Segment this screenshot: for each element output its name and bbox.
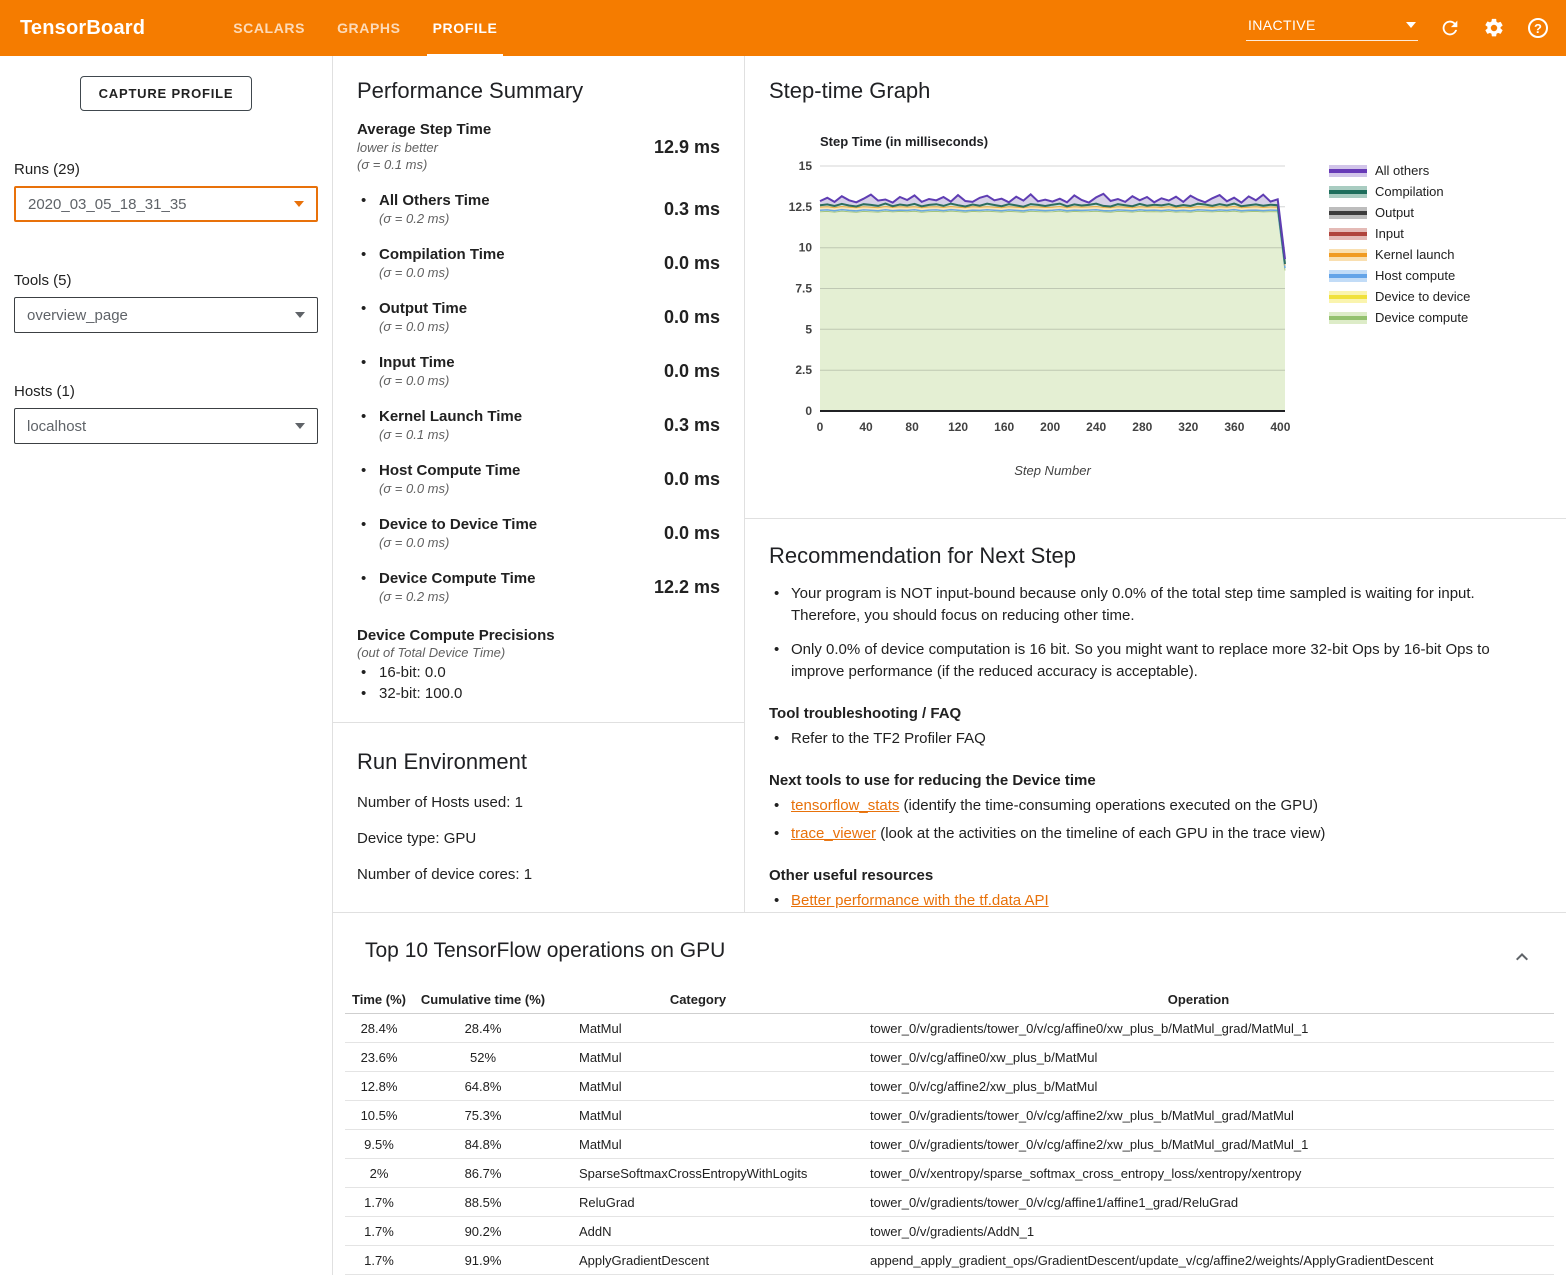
table-header-row [345,985,1554,1014]
legend-swatch [1329,312,1367,324]
table-row [345,1130,1554,1159]
metric-sigma: (σ = 0.0 ms) [379,481,450,496]
legend-swatch [1329,270,1367,282]
table-row [345,1246,1554,1275]
metric-sigma: (σ = 0.0 ms) [379,373,450,388]
metric-label: • Compilation Time [379,246,505,263]
svg-text:40: 40 [859,420,873,434]
svg-text:240: 240 [1086,420,1107,434]
legend-label: Compilation [1375,184,1444,199]
recommendation-card [745,519,1566,912]
table-cell: tower_0/v/cg/affine0/xw_plus_b/MatMul [870,1050,1098,1065]
legend-label: All others [1375,163,1430,178]
top-ops-title: Top 10 TensorFlow operations on GPU [365,939,726,962]
table-cell: 1.7% [364,1224,394,1239]
tool-link[interactable]: tensorflow_stats [791,797,900,814]
table-cell: MatMul [579,1021,622,1036]
svg-text:160: 160 [994,420,1015,434]
metric-sigma: (σ = 0.0 ms) [379,319,450,334]
legend-swatch [1329,291,1367,303]
help-glyph: ? [1528,18,1548,38]
metric-average-step-time [357,121,720,173]
table-cell: append_apply_gradient_ops/GradientDescent/update_v/cg/affine2/weights/ApplyGradientDescent [870,1253,1434,1268]
table-cell: 64.8% [464,1079,502,1094]
gear-icon[interactable] [1482,16,1506,40]
table-cell: 75.3% [464,1108,502,1123]
precisions-note: (out of Total Device Time) [357,645,506,660]
table-cell: 23.6% [360,1050,398,1065]
svg-text:0: 0 [805,404,812,418]
step-time-graph-title: Step-time Graph [769,78,931,103]
chart-title: Step Time (in milliseconds) [820,134,989,149]
chart-plot-area [769,161,1309,451]
collapse-chevron-up-icon[interactable] [1510,945,1534,969]
sidebar [0,56,333,1275]
status-dropdown[interactable] [1246,15,1418,41]
legend-label: Device compute [1375,310,1469,325]
metric-sigma: (σ = 0.0 ms) [379,535,450,550]
precision-item: • 32-bit: 100.0 [357,685,720,702]
next-tool-item [769,795,1539,817]
header-controls [1246,0,1566,56]
metric-sigma: (σ = 0.1 ms) [379,427,450,442]
svg-text:360: 360 [1224,420,1245,434]
faq-item: • Refer to the TF2 Profiler FAQ [769,728,1539,750]
table-cell: tower_0/v/gradients/tower_0/v/cg/affine1/affine1_grad/ReluGrad [870,1195,1239,1210]
precision-item: • 16-bit: 0.0 [357,664,720,681]
table-row [345,1159,1554,1188]
step-time-graph-card [745,56,1566,519]
chevron-down-icon [295,312,305,318]
table-cell: 12.8% [360,1079,398,1094]
legend-label: Input [1375,226,1404,241]
legend-label: Host compute [1375,268,1456,283]
hosts-label: Hosts (1) [14,383,75,400]
legend-swatch [1329,165,1367,177]
table-cell: tower_0/v/gradients/tower_0/v/cg/affine2/xw_plus_b/MatMul_grad/MatMul [870,1108,1294,1123]
tab-profile[interactable]: PROFILE [417,0,514,56]
runs-select-value: 2020_03_05_18_31_35 [28,195,187,213]
x-axis-title: Step Number [1014,463,1091,478]
legend-swatch [1329,207,1367,219]
metric-sigma: (σ = 0.2 ms) [379,211,450,226]
table-cell: ReluGrad [579,1195,635,1210]
legend-swatch [1329,228,1367,240]
app-header [0,0,1566,56]
table-cell: 91.9% [464,1253,502,1268]
table-cell: tower_0/v/xentropy/sparse_softmax_cross_entropy_loss/xentropy/xentropy [870,1166,1302,1181]
metric-value: 0.0 ms [663,469,720,489]
table-row [345,1101,1554,1130]
svg-text:280: 280 [1132,420,1153,434]
metric-value: 12.9 ms [653,136,720,157]
tab-scalars[interactable]: SCALARS [233,20,306,36]
chevron-down-icon [1406,22,1416,28]
faq-title: Tool troubleshooting / FAQ [769,705,962,722]
svg-text:10: 10 [798,240,812,255]
column-header: Category [669,992,727,1007]
metric-value: 0.0 ms [663,307,720,327]
capture-profile-button[interactable]: CAPTURE PROFILE [80,76,253,111]
svg-text:5: 5 [805,322,812,337]
table-cell: tower_0/v/gradients/tower_0/v/cg/affine0/xw_plus_b/MatMul_grad/MatMul_1 [870,1021,1309,1036]
table-row [345,1188,1554,1217]
tools-select[interactable] [14,297,318,333]
table-cell: 28.4% [360,1021,398,1036]
table-row [345,1217,1554,1246]
table-cell: MatMul [579,1108,622,1123]
run-environment-card [333,723,744,883]
tools-label: Tools (5) [14,272,72,289]
metric-label: • Output Time [379,300,468,317]
svg-text:400: 400 [1270,420,1291,434]
table-cell: 2% [369,1166,389,1181]
chevron-down-icon [294,201,304,207]
table-cell: tower_0/v/gradients/tower_0/v/cg/affine2/xw_plus_b/MatMul_grad/MatMul_1 [870,1137,1309,1152]
device-compute-precisions [357,627,720,702]
metric-device-to-device-time [357,516,720,551]
legend-item-input [1329,223,1470,244]
svg-text:12.5: 12.5 [788,199,812,214]
metric-compilation-time [357,246,720,281]
metric-input-time [357,354,720,389]
legend-label: Kernel launch [1375,247,1455,262]
table-cell: MatMul [579,1079,622,1094]
svg-text:80: 80 [905,420,919,434]
metric-all-others-time [357,192,720,227]
metric-label: • Host Compute Time [379,462,521,479]
run-environment-line: Number of device cores: 1 [357,866,533,883]
column-header: Time (%) [352,992,406,1007]
tool-link-description: (look at the activities on the timeline of each GPU in the trace view) [876,825,1326,842]
step-time-chart [769,134,1542,478]
chart-legend [1329,160,1470,478]
legend-item-device-to-device [1329,286,1470,307]
metric-note: lower is better [357,140,438,155]
recommendation-bullet: • Your program is NOT input-bound because only 0.0% of the total step time sampled is waiting for input. Therefore, you should focus on reducing other time. [769,583,1539,627]
table-cell: 1.7% [364,1195,394,1210]
metric-value: 0.3 ms [663,415,720,435]
other-resources-title: Other useful resources [769,867,934,884]
svg-text:200: 200 [1040,420,1061,434]
status-dropdown-value: INACTIVE [1248,17,1316,33]
metric-device-compute-time [357,570,720,605]
table-cell: MatMul [579,1050,622,1065]
table-cell: tower_0/v/cg/affine2/xw_plus_b/MatMul [870,1079,1098,1094]
metric-value: 0.0 ms [663,361,720,381]
table-cell: 86.7% [464,1166,502,1181]
legend-item-output [1329,202,1470,223]
tool-link[interactable]: trace_viewer [791,825,877,842]
legend-label: Device to device [1375,289,1471,304]
top-ops-card [333,912,1566,1275]
table-cell: 88.5% [464,1195,502,1210]
metric-host-compute-time [357,462,720,497]
hosts-select[interactable] [14,408,318,444]
top-ops-table [345,985,1554,1275]
tool-link-description: (identify the time-consuming operations executed on the GPU) [899,797,1318,814]
metric-value: 0.0 ms [663,523,720,543]
metric-value: 0.3 ms [663,199,720,219]
nav-tabs [217,0,513,56]
metric-value: 12.2 ms [653,577,720,597]
svg-text:2.5: 2.5 [795,363,812,378]
metric-label: • Kernel Launch Time [379,408,523,425]
other-resource-item [769,890,1539,912]
metric-output-time [357,300,720,335]
table-cell: 52% [469,1050,497,1065]
svg-text:120: 120 [948,420,969,434]
metric-label: • Device Compute Time [379,570,536,587]
column-header: Operation [1167,992,1230,1007]
next-tools-title: Next tools to use for reducing the Device time [769,772,1096,789]
column-header: Cumulative time (%) [420,992,546,1007]
legend-label: Output [1375,205,1415,220]
tab-graphs[interactable]: GRAPHS [337,20,401,36]
table-cell: 84.8% [464,1137,502,1152]
legend-item-all-others [1329,160,1470,181]
performance-summary-card [333,56,744,723]
run-environment-line: Number of Hosts used: 1 [357,794,523,811]
table-cell: 9.5% [364,1137,394,1152]
app-title: TensorBoard [20,16,146,39]
metric-label: • Device to Device Time [379,516,538,533]
resource-link[interactable]: Better performance with the tf.data API [791,892,1049,909]
metric-sigma: (σ = 0.1 ms) [357,157,428,172]
svg-text:0: 0 [816,420,824,434]
table-cell: MatMul [579,1137,622,1152]
legend-swatch [1329,249,1367,261]
table-cell: SparseSoftmaxCrossEntropyWithLogits [579,1166,808,1181]
run-environment-title: Run Environment [357,749,527,774]
metric-sigma: (σ = 0.0 ms) [379,265,450,280]
table-row [345,1043,1554,1072]
metric-label: • Input Time [379,354,455,371]
legend-swatch [1329,186,1367,198]
table-cell: 10.5% [360,1108,398,1123]
hosts-select-value: localhost [27,417,87,435]
metric-value: 0.0 ms [663,253,720,273]
svg-text:7.5: 7.5 [795,281,812,296]
metric-sigma: (σ = 0.2 ms) [379,589,450,604]
table-cell: tower_0/v/gradients/AddN_1 [870,1224,1035,1239]
next-tool-item [769,823,1539,845]
help-icon[interactable] [1526,16,1550,40]
tools-select-value: overview_page [27,306,128,324]
runs-select[interactable] [14,186,318,222]
legend-item-host-compute [1329,265,1470,286]
svg-text:320: 320 [1178,420,1199,434]
table-cell: 90.2% [464,1224,502,1239]
table-cell: 28.4% [464,1021,502,1036]
table-cell: AddN [579,1224,612,1239]
metric-label: • All Others Time [379,192,490,209]
metric-kernel-launch-time [357,408,720,443]
legend-item-device-compute [1329,307,1470,328]
performance-summary-title: Performance Summary [357,78,584,103]
run-environment-line: Device type: GPU [357,830,477,847]
runs-label: Runs (29) [14,161,80,178]
precisions-title: Device Compute Precisions [357,627,555,644]
table-cell: ApplyGradientDescent [579,1253,710,1268]
svg-text:15: 15 [798,161,812,173]
metric-label: Average Step Time [357,121,492,138]
legend-item-kernel-launch [1329,244,1470,265]
table-row [345,1072,1554,1101]
legend-item-compilation [1329,181,1470,202]
recommendation-title: Recommendation for Next Step [769,543,1076,568]
table-cell: 1.7% [364,1253,394,1268]
table-row [345,1014,1554,1043]
refresh-icon[interactable] [1438,16,1462,40]
recommendation-bullet: • Only 0.0% of device computation is 16 bit. So you might want to replace more 32-bit Ops by 16-bit Ops to improve performance (if the reduced accuracy is acceptable). [769,639,1539,683]
chevron-down-icon [295,423,305,429]
